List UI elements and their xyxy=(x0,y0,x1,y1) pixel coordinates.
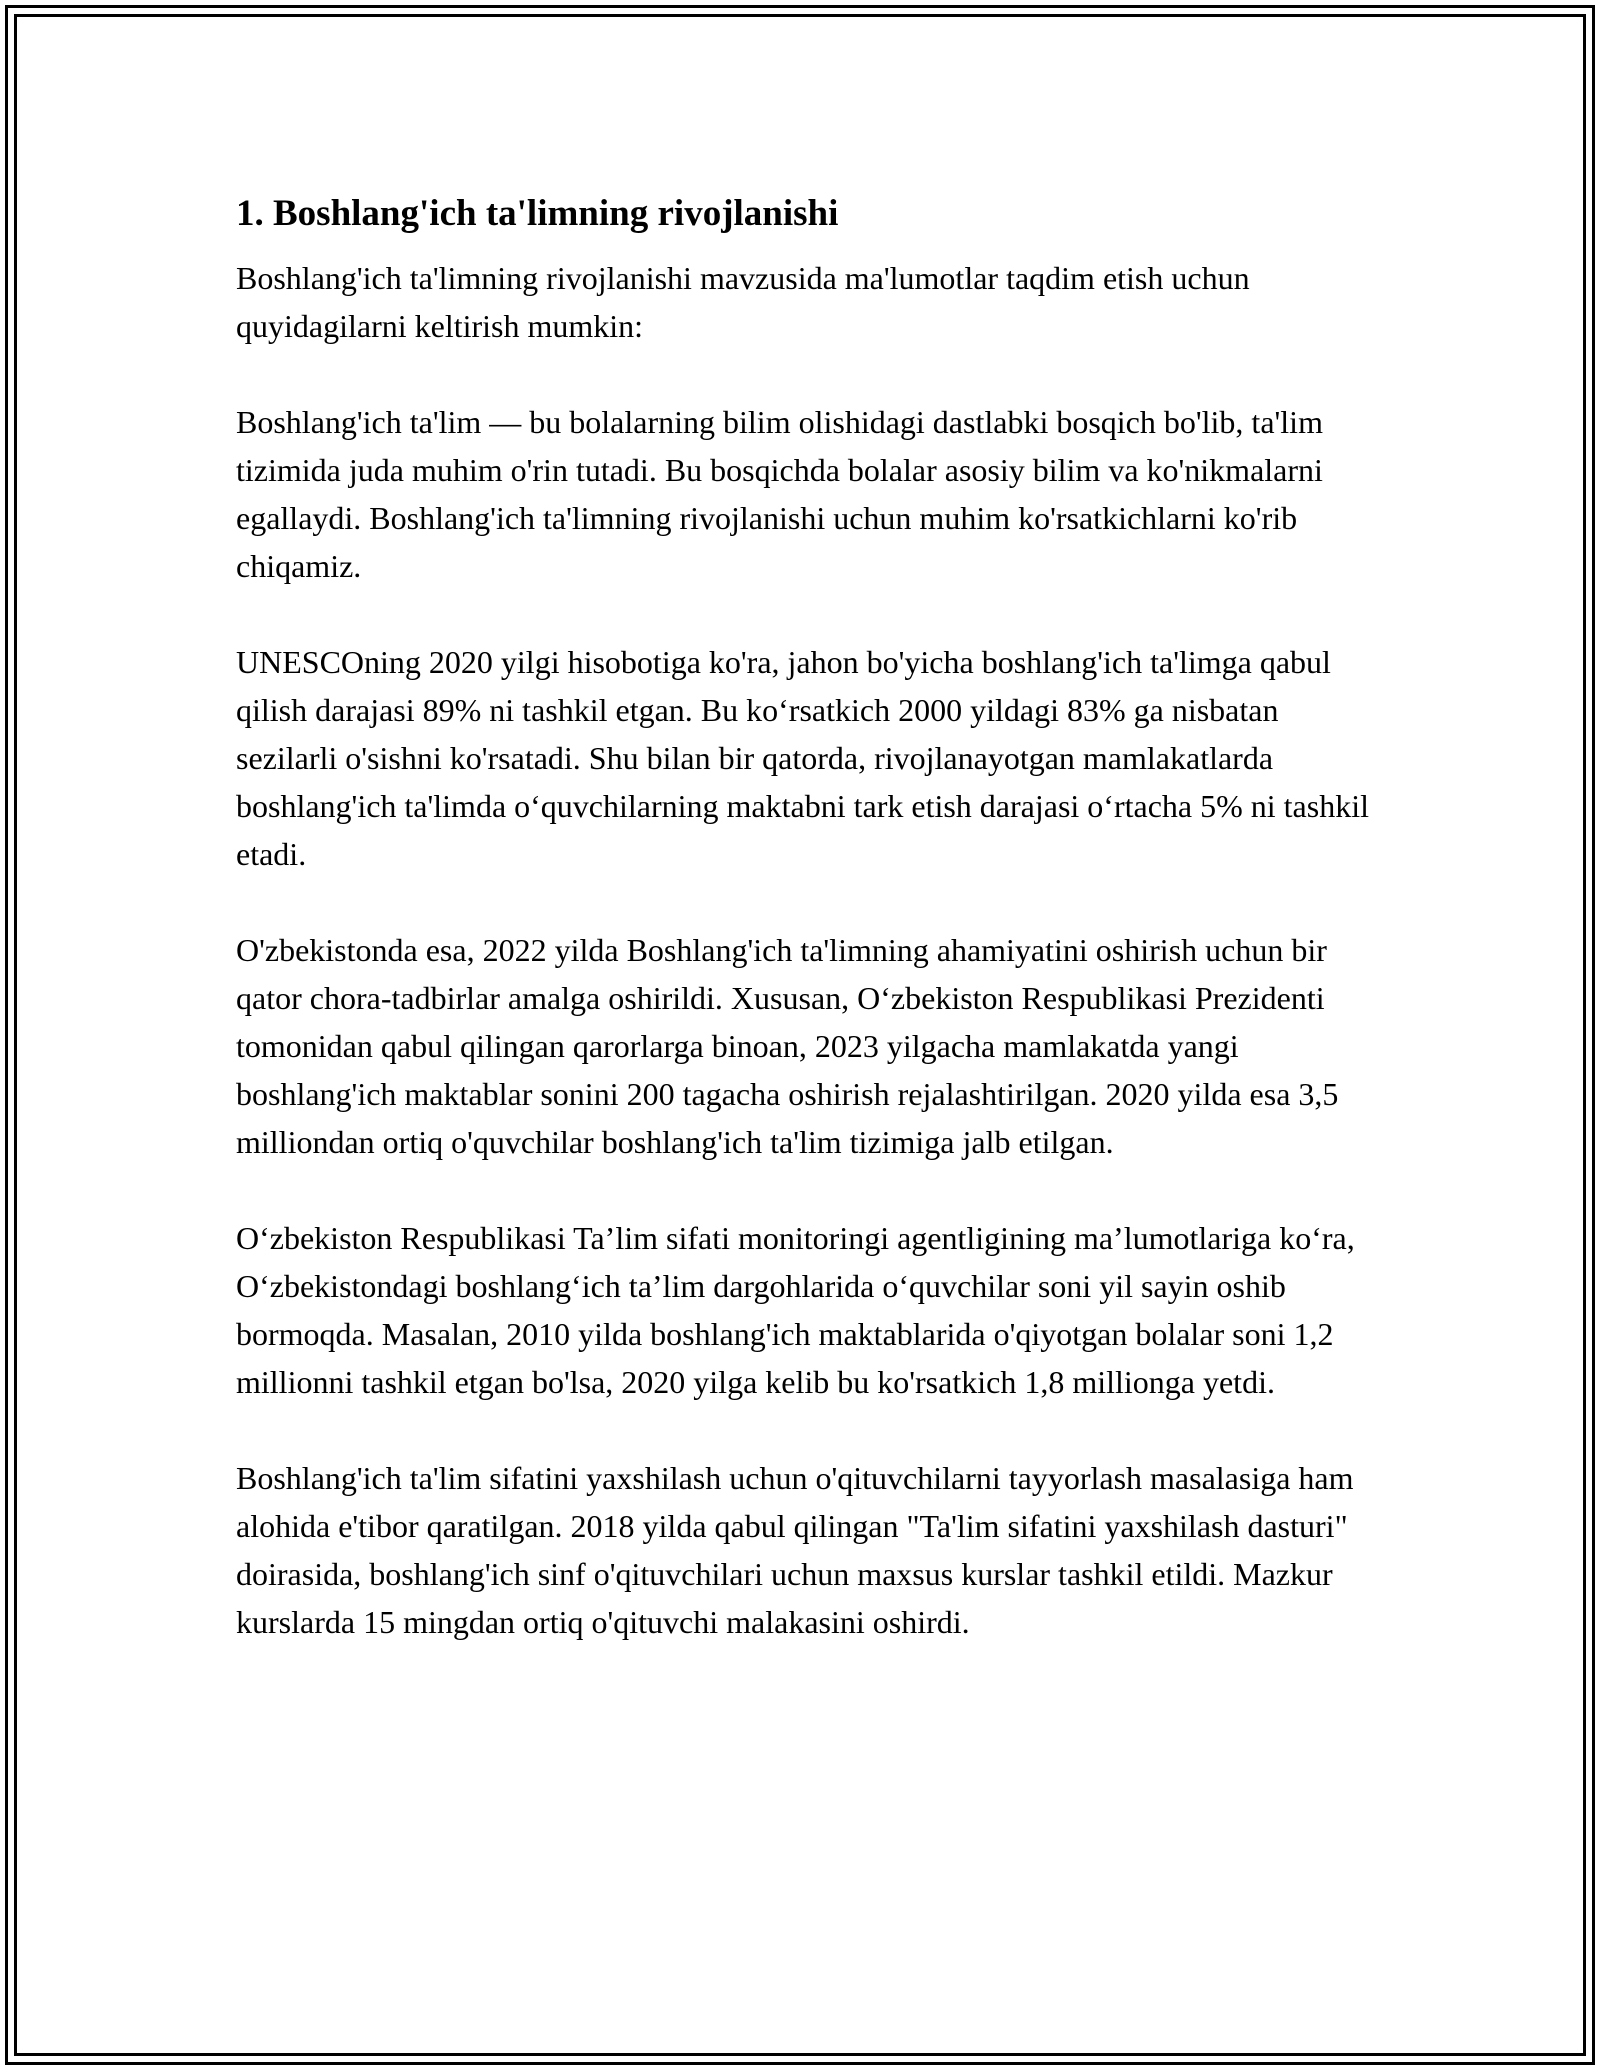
paragraph-definition: Boshlang'ich ta'lim — bu bolalarning bilim olishidagi dastlabki bosqich bo'lib, ta'lim tizimida juda muhim o'rin tutadi. Bu bosqichda bolalar asosiy bilim va ko'nikmalarni egallaydi. Boshlang'ich ta'limning rivojlanishi uchun muhim ko'rsatkichlarni ko'rib chiqamiz. xyxy=(236,404,1323,584)
section-title: 1. Boshlang'ich ta'limning rivojlanishi xyxy=(236,193,839,234)
document-body xyxy=(236,186,1386,1646)
paragraph-teachers: Boshlang'ich ta'lim sifatini yaxshilash uchun o'qituvchilarni tayyorlash masalasiga ham alohida e'tibor qaratilgan. 2018 yilda qabul qilingan "Ta'lim sifatini yaxshilash dasturi" doirasida, boshlang'ich sinf o'qituvchilari uchun maxsus kurslar tashkil etildi. Mazkur kurslarda 15 mingdan ortiq o'qituvchi malakasini oshirdi. xyxy=(236,1460,1354,1640)
paragraph-uzbekistan: O'zbekistonda esa, 2022 yilda Boshlang'ich ta'limning ahamiyatini oshirish uchun bir qator chora-tadbirlar amalga oshirildi. Xususan, O‘zbekiston Respublikasi Prezidenti tomonidan qabul qilingan qarorlarga binoan, 2023 yilgacha mamlakatda yangi boshlang'ich maktablar sonini 200 tagacha oshirish rejalashtirilgan. 2020 yilda esa 3,5 milliondan ortiq o'quvchilar boshlang'ich ta'lim tizimiga jalb etilgan. xyxy=(236,932,1339,1160)
paragraph-intro: Boshlang'ich ta'limning rivojlanishi mavzusida ma'lumotlar taqdim etish uchun quyidagilarni keltirish mumkin: xyxy=(236,260,1250,344)
paragraph-monitoring: O‘zbekiston Respublikasi Ta’lim sifati monitoringi agentligining ma’lumotlariga ko‘ra, O‘zbekistondagi boshlang‘ich ta’lim dargohlarida o‘quvchilar soni yil sayin oshib bormoqda. Masalan, 2010 yilda boshlang'ich maktablarida o'qiyotgan bolalar soni 1,2 millionni tashkil etgan bo'lsa, 2020 yilga kelib bu ko'rsatkich 1,8 millionga yetdi. xyxy=(236,1220,1355,1400)
paragraph-unesco: UNESCOning 2020 yilgi hisobotiga ko'ra, jahon bo'yicha boshlang'ich ta'limga qabul qilish darajasi 89% ni tashkil etgan. Bu ko‘rsatkich 2000 yildagi 83% ga nisbatan sezilarli o'sishni ko'rsatadi. Shu bilan bir qatorda, rivojlanayotgan mamlakatlarda boshlang'ich ta'limda o‘quvchilarning maktabni tark etish darajasi o‘rtacha 5% ni tashkil etadi. xyxy=(236,644,1369,872)
